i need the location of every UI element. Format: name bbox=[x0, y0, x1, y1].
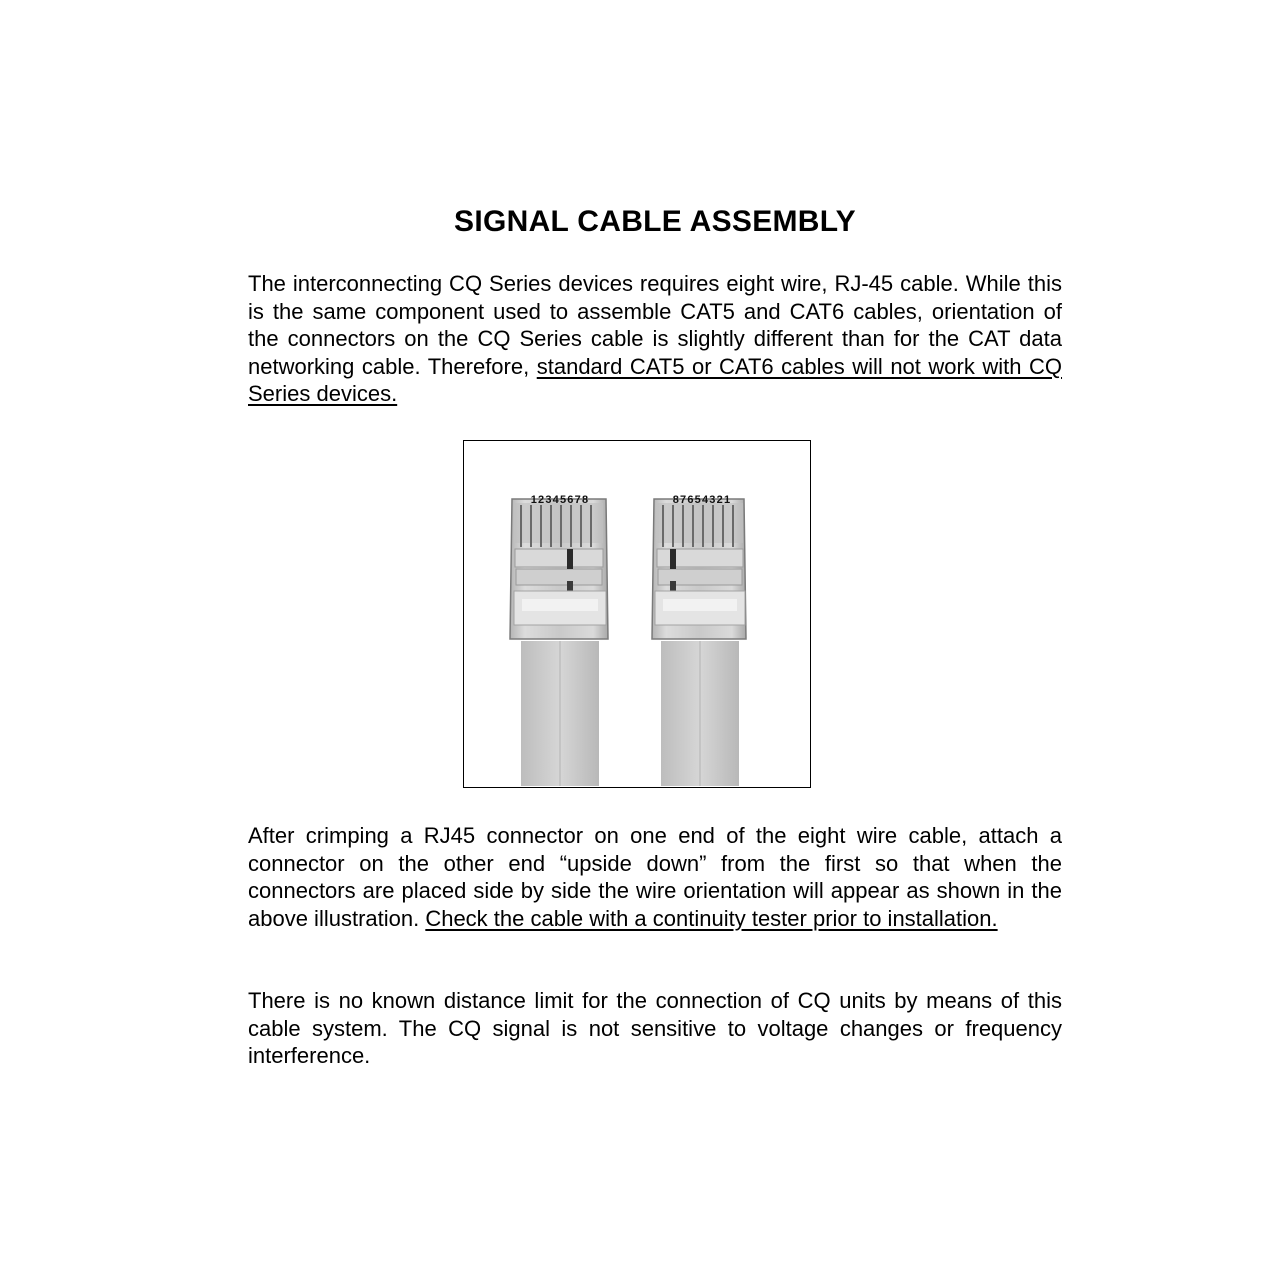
underlined-instruction: Check the cable with a continuity tester prior to installation. bbox=[425, 905, 998, 931]
right-pin-numbers: 87654321 bbox=[672, 494, 732, 506]
underlined-warning: standard CAT5 or CAT6 cables will not work with CQ Series devices. bbox=[248, 353, 1063, 406]
paragraph-distance-limit bbox=[248, 987, 1062, 1070]
paragraph-text: There is no known distance limit for the connection of CQ units by means of this cable system. The CQ signal is not sensitive to voltage changes or frequency interference. bbox=[248, 988, 1062, 1068]
connector-illustration bbox=[463, 440, 811, 788]
paragraph-text: The interconnecting CQ Series devices requires eight wire, RJ-45 cable. While this is the same component used to assemble CAT5 and CAT6 cables, orientation of the connectors on the CQ Series cable is slightly different than for the CAT data networking cable. Therefore, bbox=[248, 271, 1062, 379]
paragraph-cable-requirement bbox=[248, 270, 1062, 408]
paragraph-text: After crimping a RJ45 connector on one end of the eight wire cable, attach a connector on the other end “upside down” from the first so that when the connectors are placed side by side the wire orientation will appear as shown in the above illustration. bbox=[248, 823, 1062, 931]
paragraph-crimping-instructions bbox=[248, 822, 1062, 932]
rj45-connectors-image bbox=[464, 441, 809, 786]
page-title: SIGNAL CABLE ASSEMBLY bbox=[454, 205, 856, 238]
left-connector bbox=[510, 499, 608, 786]
right-connector bbox=[652, 499, 746, 786]
left-pin-numbers: 12345678 bbox=[530, 494, 590, 506]
